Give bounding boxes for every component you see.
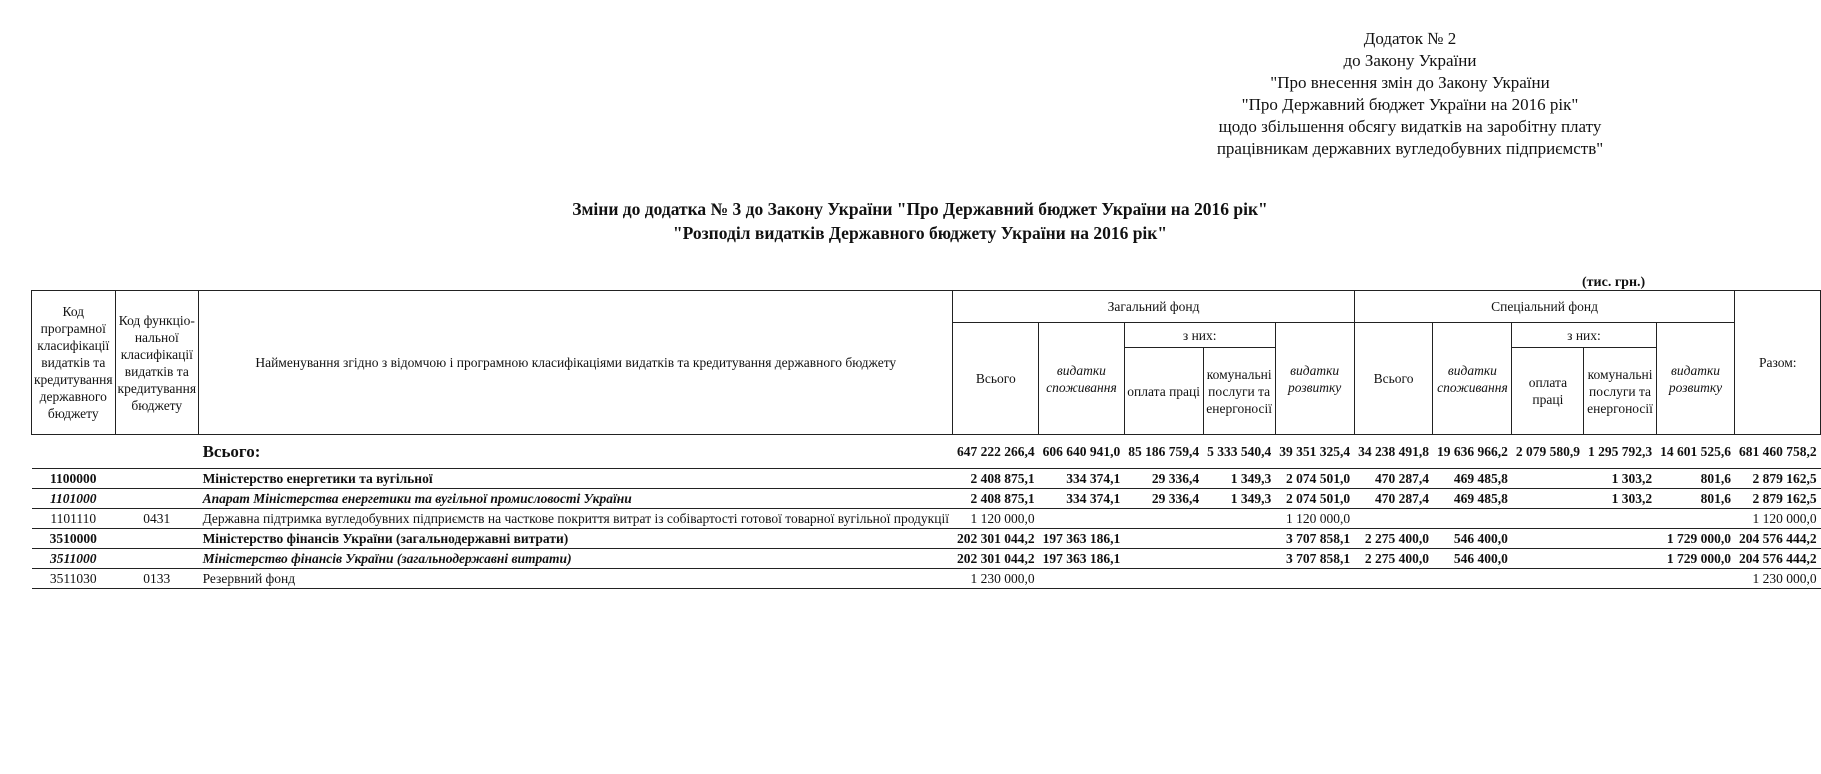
cell-special-all: 470 287,4 bbox=[1354, 489, 1433, 509]
cell-general-development: 2 074 501,0 bbox=[1275, 489, 1354, 509]
header-general-fund: Загальний фонд bbox=[953, 291, 1354, 323]
cell-program-code: 1101110 bbox=[32, 509, 116, 529]
cell-general-development: 3 707 858,1 bbox=[1275, 549, 1354, 569]
cell-general-consumption: 606 640 941,0 bbox=[1039, 435, 1125, 469]
header-special-fund: Спеціальний фонд bbox=[1354, 291, 1735, 323]
cell-general-salary bbox=[1124, 509, 1203, 529]
header-general-all: Всього bbox=[953, 323, 1039, 435]
cell-general-consumption bbox=[1039, 509, 1125, 529]
cell-name: Міністерство фінансів України (загальнодержавні витрати) bbox=[199, 549, 953, 569]
cell-general-consumption: 197 363 186,1 bbox=[1039, 529, 1125, 549]
cell-special-salary bbox=[1512, 529, 1584, 549]
cell-special-consumption: 546 400,0 bbox=[1433, 549, 1512, 569]
cell-total: 2 879 162,5 bbox=[1735, 469, 1821, 489]
annex-note bbox=[1180, 28, 1640, 160]
cell-special-consumption: 546 400,0 bbox=[1433, 529, 1512, 549]
cell-general-salary: 85 186 759,4 bbox=[1124, 435, 1203, 469]
cell-total: 2 879 162,5 bbox=[1735, 489, 1821, 509]
cell-function-code bbox=[115, 435, 199, 469]
cell-program-code: 3510000 bbox=[32, 529, 116, 549]
cell-general-utilities: 1 349,3 bbox=[1203, 489, 1275, 509]
cell-name: Всього: bbox=[199, 435, 953, 469]
cell-special-salary bbox=[1512, 549, 1584, 569]
cell-special-utilities: 1 303,2 bbox=[1584, 489, 1656, 509]
cell-special-utilities bbox=[1584, 549, 1656, 569]
cell-total: 1 120 000,0 bbox=[1735, 509, 1821, 529]
cell-total: 204 576 444,2 bbox=[1735, 549, 1821, 569]
table-row bbox=[32, 509, 1821, 529]
cell-general-consumption: 334 374,1 bbox=[1039, 469, 1125, 489]
cell-general-development bbox=[1275, 569, 1354, 589]
table-row bbox=[32, 549, 1821, 569]
header-total: Разом: bbox=[1735, 291, 1821, 435]
header-special-consumption: видатки споживання bbox=[1433, 323, 1512, 435]
cell-special-salary bbox=[1512, 469, 1584, 489]
cell-general-development: 3 707 858,1 bbox=[1275, 529, 1354, 549]
budget-table bbox=[31, 290, 1821, 589]
cell-general-development: 2 074 501,0 bbox=[1275, 469, 1354, 489]
table-row bbox=[32, 529, 1821, 549]
cell-function-code bbox=[115, 529, 199, 549]
cell-general-all: 1 230 000,0 bbox=[953, 569, 1039, 589]
cell-general-utilities: 5 333 540,4 bbox=[1203, 435, 1275, 469]
cell-name: Резервний фонд bbox=[199, 569, 953, 589]
cell-general-consumption: 334 374,1 bbox=[1039, 489, 1125, 509]
cell-special-development bbox=[1656, 509, 1735, 529]
cell-special-development: 1 729 000,0 bbox=[1656, 549, 1735, 569]
header-general-of-which: з них: bbox=[1124, 323, 1275, 348]
cell-program-code: 3511030 bbox=[32, 569, 116, 589]
header-general-consumption: видатки споживання bbox=[1039, 323, 1125, 435]
cell-general-salary bbox=[1124, 549, 1203, 569]
header-special-salary: оплата праці bbox=[1512, 348, 1584, 435]
cell-special-consumption bbox=[1433, 509, 1512, 529]
cell-total: 1 230 000,0 bbox=[1735, 569, 1821, 589]
cell-program-code: 1101000 bbox=[32, 489, 116, 509]
cell-function-code bbox=[115, 549, 199, 569]
header-program-code: Код програмної класифікації видатків та кредитування державного бюджету bbox=[32, 291, 116, 435]
cell-name: Державна підтримка вугледобувних підприємств на часткове покриття витрат із собівартості готової товарної вугільної продукції bbox=[199, 509, 953, 529]
document-title-line: "Розподіл видатків Державного бюджету України на 2016 рік" bbox=[672, 223, 1168, 243]
cell-total: 204 576 444,2 bbox=[1735, 529, 1821, 549]
table-row bbox=[32, 569, 1821, 589]
cell-special-utilities bbox=[1584, 569, 1656, 589]
cell-general-all: 2 408 875,1 bbox=[953, 489, 1039, 509]
cell-name: Міністерство енергетики та вугільної bbox=[199, 469, 953, 489]
cell-special-all bbox=[1354, 569, 1433, 589]
cell-general-development: 1 120 000,0 bbox=[1275, 509, 1354, 529]
cell-general-salary bbox=[1124, 529, 1203, 549]
annex-line: працівникам державних вугледобувних підприємств" bbox=[1216, 139, 1604, 158]
cell-general-utilities bbox=[1203, 549, 1275, 569]
cell-general-consumption: 197 363 186,1 bbox=[1039, 549, 1125, 569]
cell-special-salary: 2 079 580,9 bbox=[1512, 435, 1584, 469]
cell-special-all: 2 275 400,0 bbox=[1354, 529, 1433, 549]
cell-special-all: 2 275 400,0 bbox=[1354, 549, 1433, 569]
header-general-salary: оплата праці bbox=[1124, 348, 1203, 435]
header-general-development: видатки розвитку bbox=[1275, 323, 1354, 435]
cell-special-development bbox=[1656, 569, 1735, 589]
cell-special-salary bbox=[1512, 509, 1584, 529]
cell-special-consumption: 469 485,8 bbox=[1433, 489, 1512, 509]
annex-line: "Про Державний бюджет України на 2016 рік" bbox=[1241, 95, 1579, 114]
cell-general-salary: 29 336,4 bbox=[1124, 489, 1203, 509]
document-title bbox=[430, 197, 1410, 245]
table-header bbox=[32, 291, 1821, 435]
cell-special-consumption: 19 636 966,2 bbox=[1433, 435, 1512, 469]
annex-line: Додаток № 2 bbox=[1363, 29, 1457, 48]
cell-function-code: 0431 bbox=[115, 509, 199, 529]
cell-name: Міністерство фінансів України (загальнодержавні витрати) bbox=[199, 529, 953, 549]
cell-program-code: 1100000 bbox=[32, 469, 116, 489]
cell-general-all: 1 120 000,0 bbox=[953, 509, 1039, 529]
cell-special-salary bbox=[1512, 569, 1584, 589]
header-function-code: Код функціо-нальної класифікації видатків та кредитування бюджету bbox=[115, 291, 199, 435]
annex-line: щодо збільшення обсягу видатків на заробітну плату bbox=[1218, 117, 1602, 136]
cell-general-utilities bbox=[1203, 509, 1275, 529]
cell-total: 681 460 758,2 bbox=[1735, 435, 1821, 469]
cell-special-utilities: 1 303,2 bbox=[1584, 469, 1656, 489]
cell-general-utilities: 1 349,3 bbox=[1203, 469, 1275, 489]
header-special-all: Всього bbox=[1354, 323, 1433, 435]
cell-program-code: 3511000 bbox=[32, 549, 116, 569]
cell-general-development: 39 351 325,4 bbox=[1275, 435, 1354, 469]
cell-special-development: 801,6 bbox=[1656, 489, 1735, 509]
cell-special-development: 801,6 bbox=[1656, 469, 1735, 489]
annex-line: до Закону України bbox=[1343, 51, 1477, 70]
header-name: Найменування згідно з відомчою і програмною класифікаціями видатків та кредитування державного бюджету bbox=[199, 291, 953, 435]
cell-general-salary: 29 336,4 bbox=[1124, 469, 1203, 489]
cell-special-all: 34 238 491,8 bbox=[1354, 435, 1433, 469]
cell-special-salary bbox=[1512, 489, 1584, 509]
units-label: (тис. грн.) bbox=[1582, 275, 1646, 290]
header-special-development: видатки розвитку bbox=[1656, 323, 1735, 435]
cell-general-all: 202 301 044,2 bbox=[953, 529, 1039, 549]
header-general-utilities: комунальні послуги та енергоносії bbox=[1203, 348, 1275, 435]
cell-general-consumption bbox=[1039, 569, 1125, 589]
cell-special-all bbox=[1354, 509, 1433, 529]
cell-general-salary bbox=[1124, 569, 1203, 589]
cell-special-development: 14 601 525,6 bbox=[1656, 435, 1735, 469]
header-special-utilities: комунальні послуги та енергоносії bbox=[1584, 348, 1656, 435]
cell-special-consumption bbox=[1433, 569, 1512, 589]
table-row bbox=[32, 469, 1821, 489]
annex-line: "Про внесення змін до Закону України bbox=[1270, 73, 1550, 92]
table-row bbox=[32, 489, 1821, 509]
document-title-line: Зміни до додатка № 3 до Закону України "Про Державний бюджет України на 2016 рік" bbox=[572, 199, 1268, 219]
cell-special-all: 470 287,4 bbox=[1354, 469, 1433, 489]
cell-program-code bbox=[32, 435, 116, 469]
cell-general-all: 647 222 266,4 bbox=[953, 435, 1039, 469]
cell-general-all: 202 301 044,2 bbox=[953, 549, 1039, 569]
cell-function-code bbox=[115, 469, 199, 489]
header-special-of-which: з них: bbox=[1512, 323, 1656, 348]
cell-function-code: 0133 bbox=[115, 569, 199, 589]
table-row-total bbox=[32, 435, 1821, 469]
cell-general-utilities bbox=[1203, 529, 1275, 549]
cell-name: Апарат Міністерства енергетики та вугільної промисловості України bbox=[199, 489, 953, 509]
cell-general-all: 2 408 875,1 bbox=[953, 469, 1039, 489]
cell-special-utilities bbox=[1584, 529, 1656, 549]
cell-special-development: 1 729 000,0 bbox=[1656, 529, 1735, 549]
cell-function-code bbox=[115, 489, 199, 509]
cell-general-utilities bbox=[1203, 569, 1275, 589]
table-body bbox=[32, 435, 1821, 589]
cell-special-utilities bbox=[1584, 509, 1656, 529]
cell-special-consumption: 469 485,8 bbox=[1433, 469, 1512, 489]
cell-special-utilities: 1 295 792,3 bbox=[1584, 435, 1656, 469]
